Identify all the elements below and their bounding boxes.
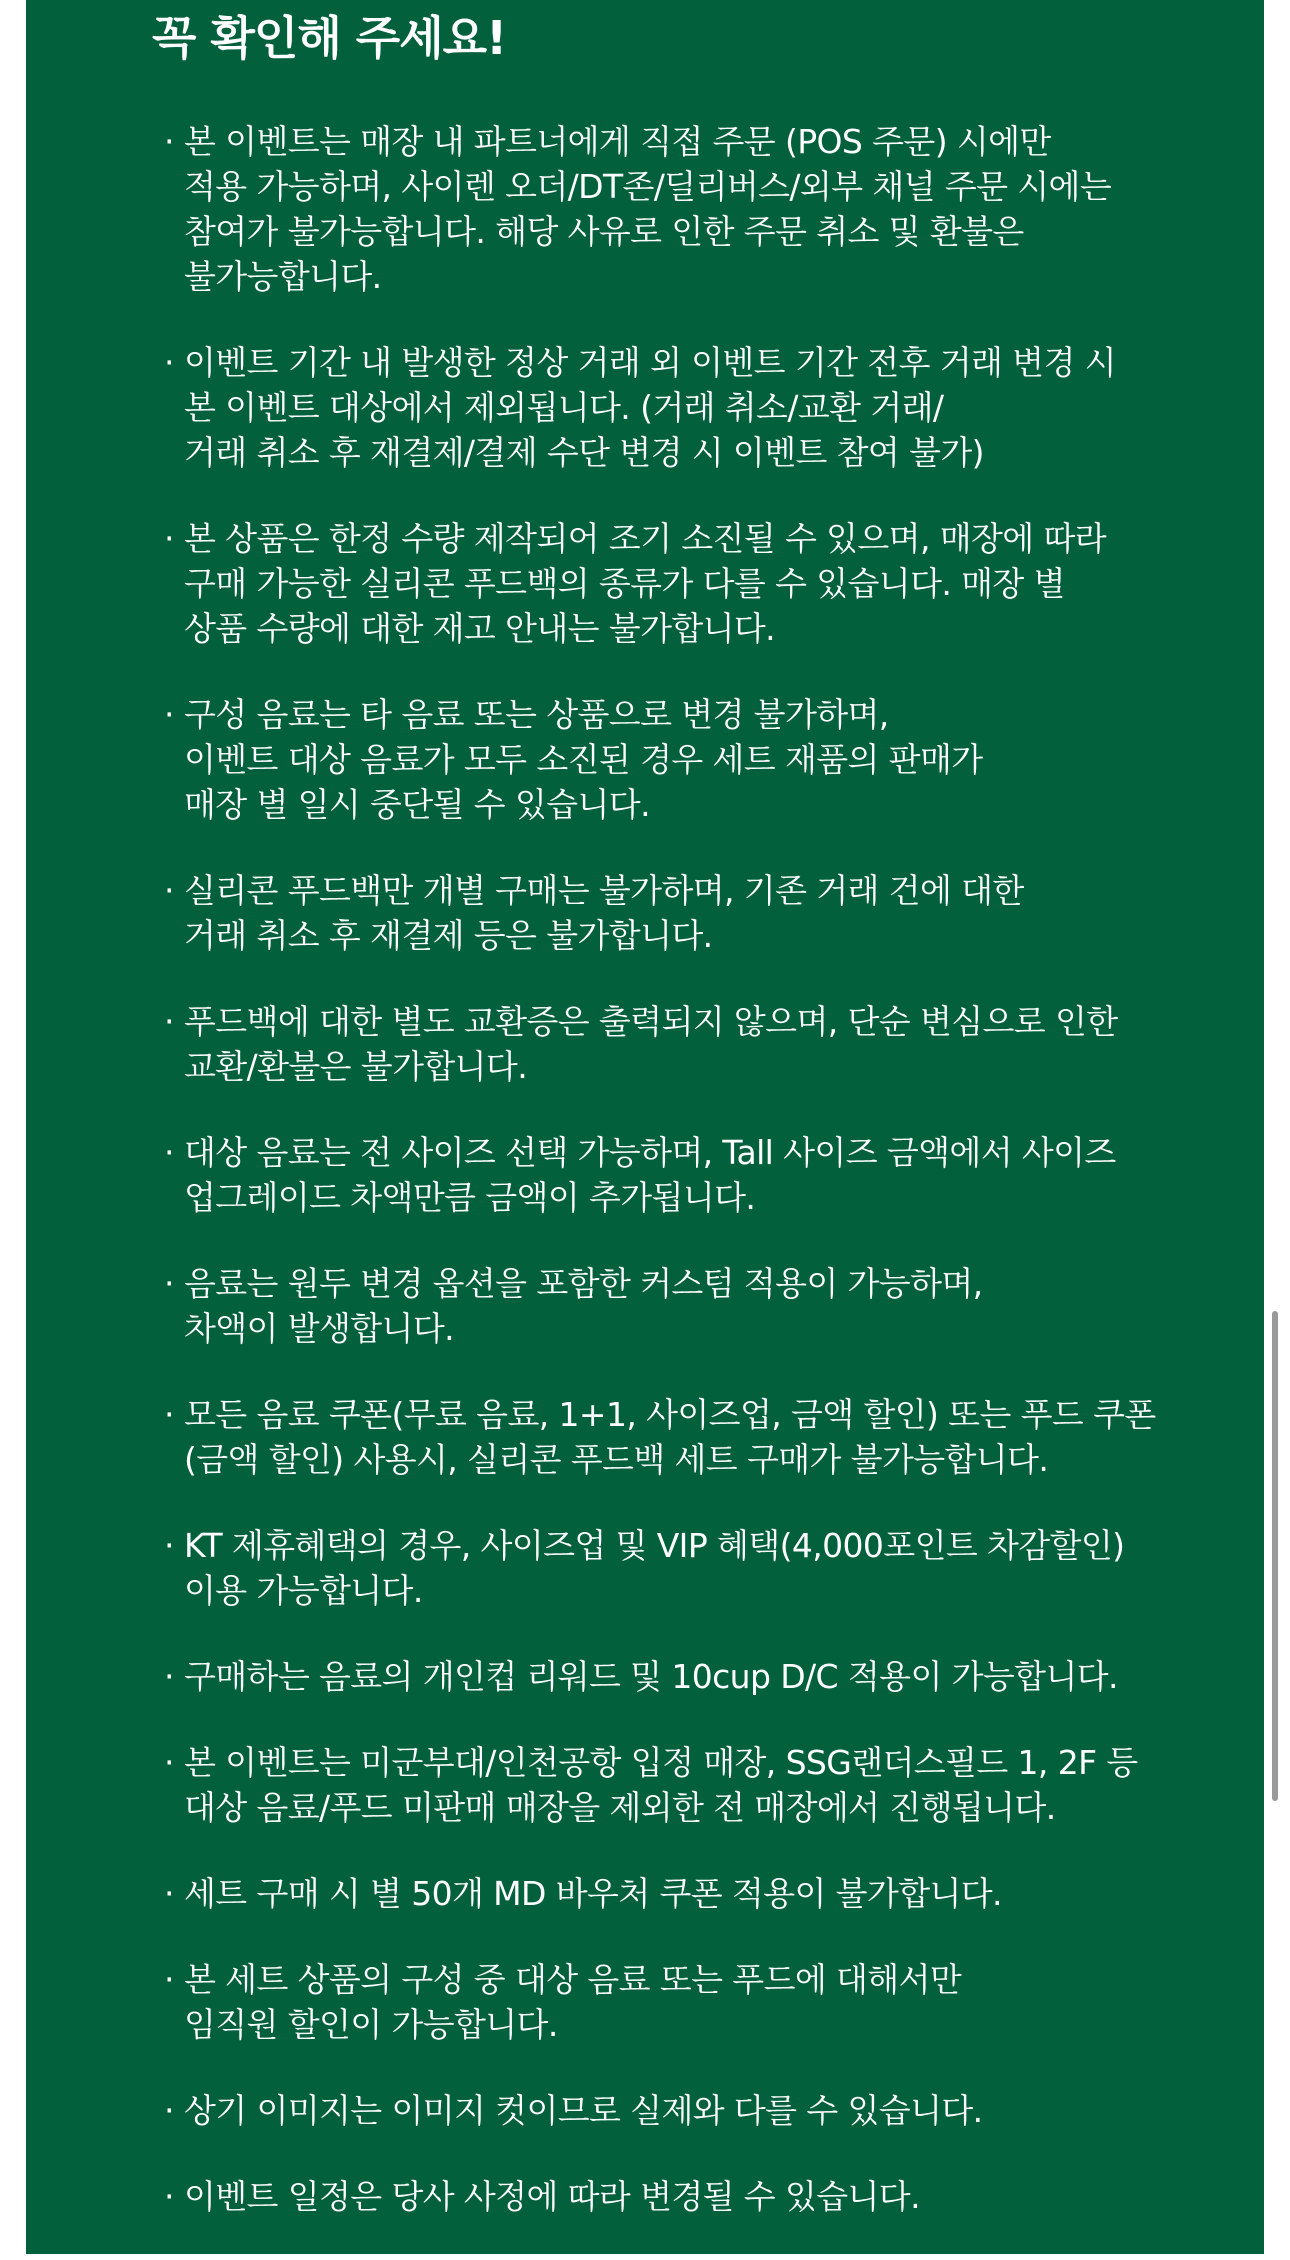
notice-item: [164, 1261, 1204, 1351]
bullet-dot-icon: ·: [164, 519, 174, 558]
bullet-dot-icon: ·: [164, 1960, 174, 1999]
notice-text: 본 세트 상품의 구성 중 대상 음료 또는 푸드에 대해서만 임직원 할인이 가능합니다.: [184, 1960, 962, 2044]
notice-item: [164, 868, 1204, 958]
notice-item: [164, 1654, 1204, 1699]
bullet-dot-icon: ·: [164, 2091, 174, 2130]
bullet-dot-icon: ·: [164, 1002, 174, 1041]
notice-item: [164, 2088, 1204, 2133]
scrollbar-thumb[interactable]: [1272, 1311, 1278, 1801]
notice-text: KT 제휴혜택의 경우, 사이즈업 및 VIP 혜택(4,000포인트 차감할인) 이용 가능합니다.: [184, 1526, 1125, 1610]
notice-text: 구매하는 음료의 개인컵 리워드 및 10cup D/C 적용이 가능합니다.: [184, 1657, 1118, 1696]
bullet-dot-icon: ·: [164, 695, 174, 734]
notice-text: 이벤트 기간 내 발생한 정상 거래 외 이벤트 기간 전후 거래 변경 시 본 이벤트 대상에서 제외됩니다. (거래 취소/교환 거래/ 거래 취소 후 재결제/결제 수단 변경 시 이벤트 참여 불가): [184, 343, 1116, 472]
bullet-dot-icon: ·: [164, 1657, 174, 1696]
notice-text: 푸드백에 대한 별도 교환증은 출력되지 않으며, 단순 변심으로 인한 교환/환불은 불가합니다.: [184, 1002, 1118, 1086]
notice-text: 모든 음료 쿠폰(무료 음료, 1+1, 사이즈업, 금액 할인) 또는 푸드 쿠폰 (금액 할인) 사용시, 실리콘 푸드백 세트 구매가 불가능합니다.: [184, 1395, 1156, 1479]
notice-text: 이벤트 일정은 당사 사정에 따라 변경될 수 있습니다.: [184, 2177, 920, 2216]
bullet-dot-icon: ·: [164, 1395, 174, 1434]
notice-text: 음료는 원두 변경 옵션을 포함한 커스텀 적용이 가능하며, 차액이 발생합니다.: [184, 1264, 983, 1348]
notice-item: [164, 2174, 1204, 2219]
notice-text: 본 이벤트는 매장 내 파트너에게 직접 주문 (POS 주문) 시에만 적용 가능하며, 사이렌 오더/DT존/딜리버스/외부 채널 주문 시에는 참여가 불가능합니다. 해당 사유로 인한 주문 취소 및 환불은 불가능합니다.: [184, 122, 1112, 296]
bullet-dot-icon: ·: [164, 871, 174, 910]
notice-item: [164, 1523, 1204, 1613]
bullet-dot-icon: ·: [164, 1743, 174, 1782]
notice-item: [164, 692, 1204, 827]
notice-item: [164, 1392, 1204, 1482]
notice-item: [164, 1957, 1204, 2047]
notice-text: 구성 음료는 타 음료 또는 상품으로 변경 불가하며, 이벤트 대상 음료가 모두 소진된 경우 세트 재품의 판매가 매장 별 일시 중단될 수 있습니다.: [184, 695, 983, 824]
notice-text: 상기 이미지는 이미지 컷이므로 실제와 다를 수 있습니다.: [184, 2091, 983, 2130]
notice-heading: 꼭 확인해 주세요!: [152, 11, 507, 65]
bullet-dot-icon: ·: [164, 1526, 174, 1565]
notice-list: [164, 119, 1204, 2260]
bullet-dot-icon: ·: [164, 1133, 174, 1172]
notice-text: 실리콘 푸드백만 개별 구매는 불가하며, 기존 거래 건에 대한 거래 취소 후 재결제 등은 불가합니다.: [184, 871, 1024, 955]
bullet-dot-icon: ·: [164, 2177, 174, 2216]
notice-text: 본 상품은 한정 수량 제작되어 조기 소진될 수 있으며, 매장에 따라 구매 가능한 실리콘 푸드백의 종류가 다를 수 있습니다. 매장 별 상품 수량에 대한 재고 안내는 불가합니다.: [184, 519, 1107, 648]
bullet-dot-icon: ·: [164, 1874, 174, 1913]
notice-item: [164, 1130, 1204, 1220]
notice-item: [164, 119, 1204, 299]
notice-panel: [26, 0, 1264, 2254]
notice-item: [164, 1740, 1204, 1830]
bullet-dot-icon: ·: [164, 122, 174, 161]
notice-text: 본 이벤트는 미군부대/인천공항 입정 매장, SSG랜더스필드 1, 2F 등 대상 음료/푸드 미판매 매장을 제외한 전 매장에서 진행됩니다.: [184, 1743, 1138, 1827]
bullet-dot-icon: ·: [164, 343, 174, 382]
notice-text: 세트 구매 시 별 50개 MD 바우처 쿠폰 적용이 불가합니다.: [184, 1874, 1002, 1913]
notice-text: 대상 음료는 전 사이즈 선택 가능하며, Tall 사이즈 금액에서 사이즈 업그레이드 차액만큼 금액이 추가됩니다.: [184, 1133, 1116, 1217]
notice-item: [164, 516, 1204, 651]
notice-item: [164, 1871, 1204, 1916]
notice-item: [164, 340, 1204, 475]
bullet-dot-icon: ·: [164, 1264, 174, 1303]
notice-item: [164, 999, 1204, 1089]
